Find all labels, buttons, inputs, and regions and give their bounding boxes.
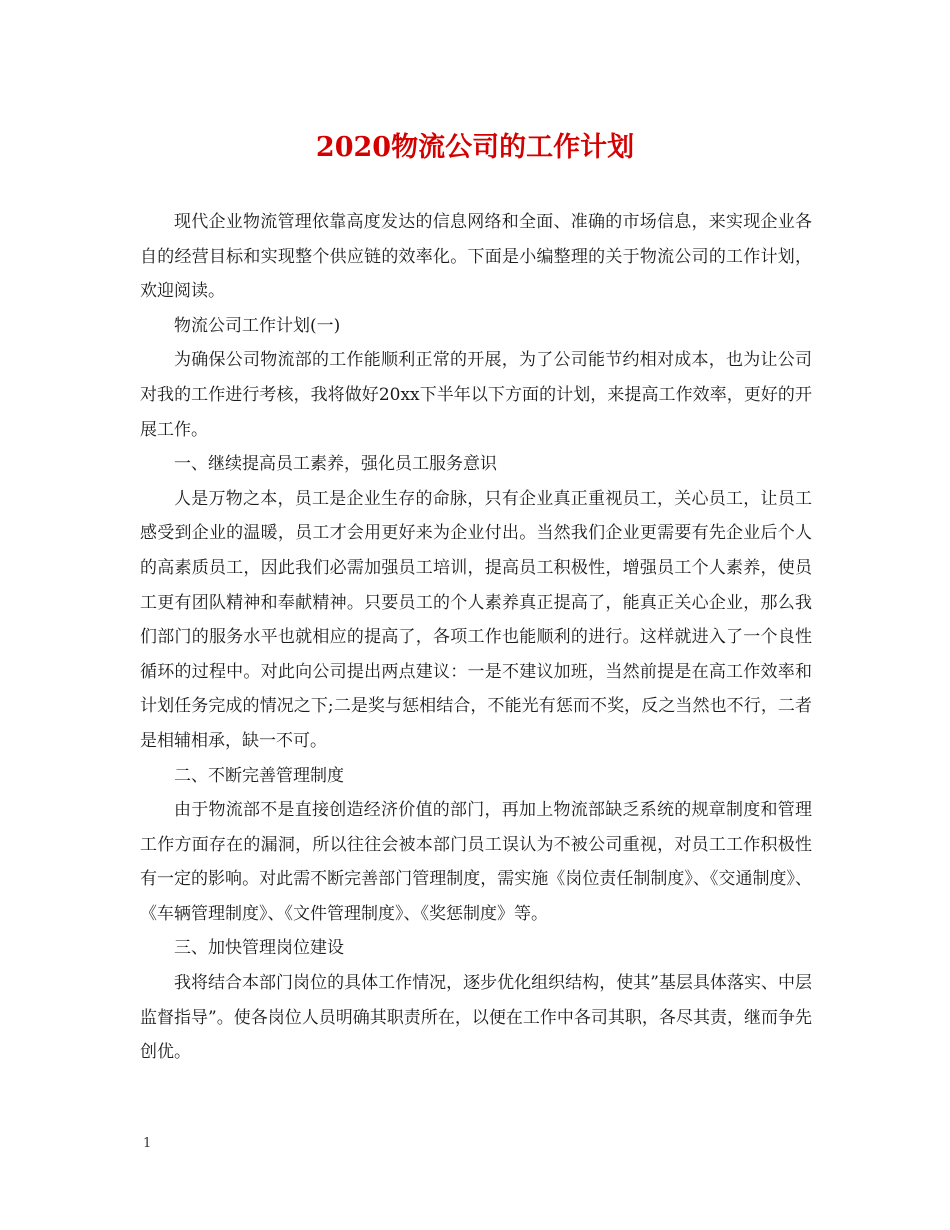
section-heading-2: 二、不断完善管理制度 <box>174 765 344 786</box>
section-heading-3: 三、加快管理岗位建设 <box>174 938 344 959</box>
intro-paragraph: 现代企业物流管理依靠高度发达的信息网络和全面、准确的市场信息，来实现企业各自的经营目标和实现整个供应链的效率化。下面是小编整理的关于物流公司的工作计划，欢迎阅读。 <box>140 212 812 302</box>
plan-heading: 物流公司工作计划(一) <box>174 315 341 336</box>
body-paragraph: 我将结合本部门岗位的具体工作情况，逐步优化组织结构，使其”基层具体落实、中层监督指导”。使各岗位人员明确其职责所在，以便在工作中各司其职，各尽其责，继而争先创优。 <box>140 973 812 1063</box>
body-paragraph: 为确保公司物流部的工作能顺利正常的开展，为了公司能节约相对成本，也为让公司对我的工作进行考核，我将做好20xx下半年以下方面的计划，来提高工作效率，更好的开展工作。 <box>140 350 812 440</box>
document-title: 2020物流公司的工作计划 <box>315 132 635 163</box>
body-paragraph: 由于物流部不是直接创造经济价值的部门，再加上物流部缺乏系统的规章制度和管理工作方面存在的漏洞，所以往往会被本部门员工误认为不被公司重视，对员工工作积极性有一定的影响。对此需不断完善部门管理制度，需实施《岗位责任制制度》、《交通制度》、《车辆管理制度》、《文件管理制度》、《奖惩制度》等。 <box>140 800 812 924</box>
page-number: 1 <box>143 1136 152 1151</box>
section-heading-1: 一、继续提高员工素养，强化员工服务意识 <box>174 454 497 475</box>
body-paragraph: 人是万物之本，员工是企业生存的命脉，只有企业真正重视员工，关心员工，让员工感受到企业的温暖，员工才会用更好来为企业付出。当然我们企业更需要有先企业后个人的高素质员工，因此我们必需加强员工培训，提高员工积极性，增强员工个人素养，使员工更有团队精神和奉献精神。只要员工的个人素养真正提高了，能真正关心企业，那么我们部门的服务水平也就相应的提高了，各项工作也能顺利的进行。这样就进入了一个良性循环的过程中。对此向公司提出两点建议：一是不建议加班，当然前提是在高工作效率和计划任务完成的情况之下;二是奖与惩相结合，不能光有惩而不奖，反之当然也不行，二者是相辅相承，缺一不可。 <box>140 488 812 751</box>
document-body <box>140 205 812 1070</box>
